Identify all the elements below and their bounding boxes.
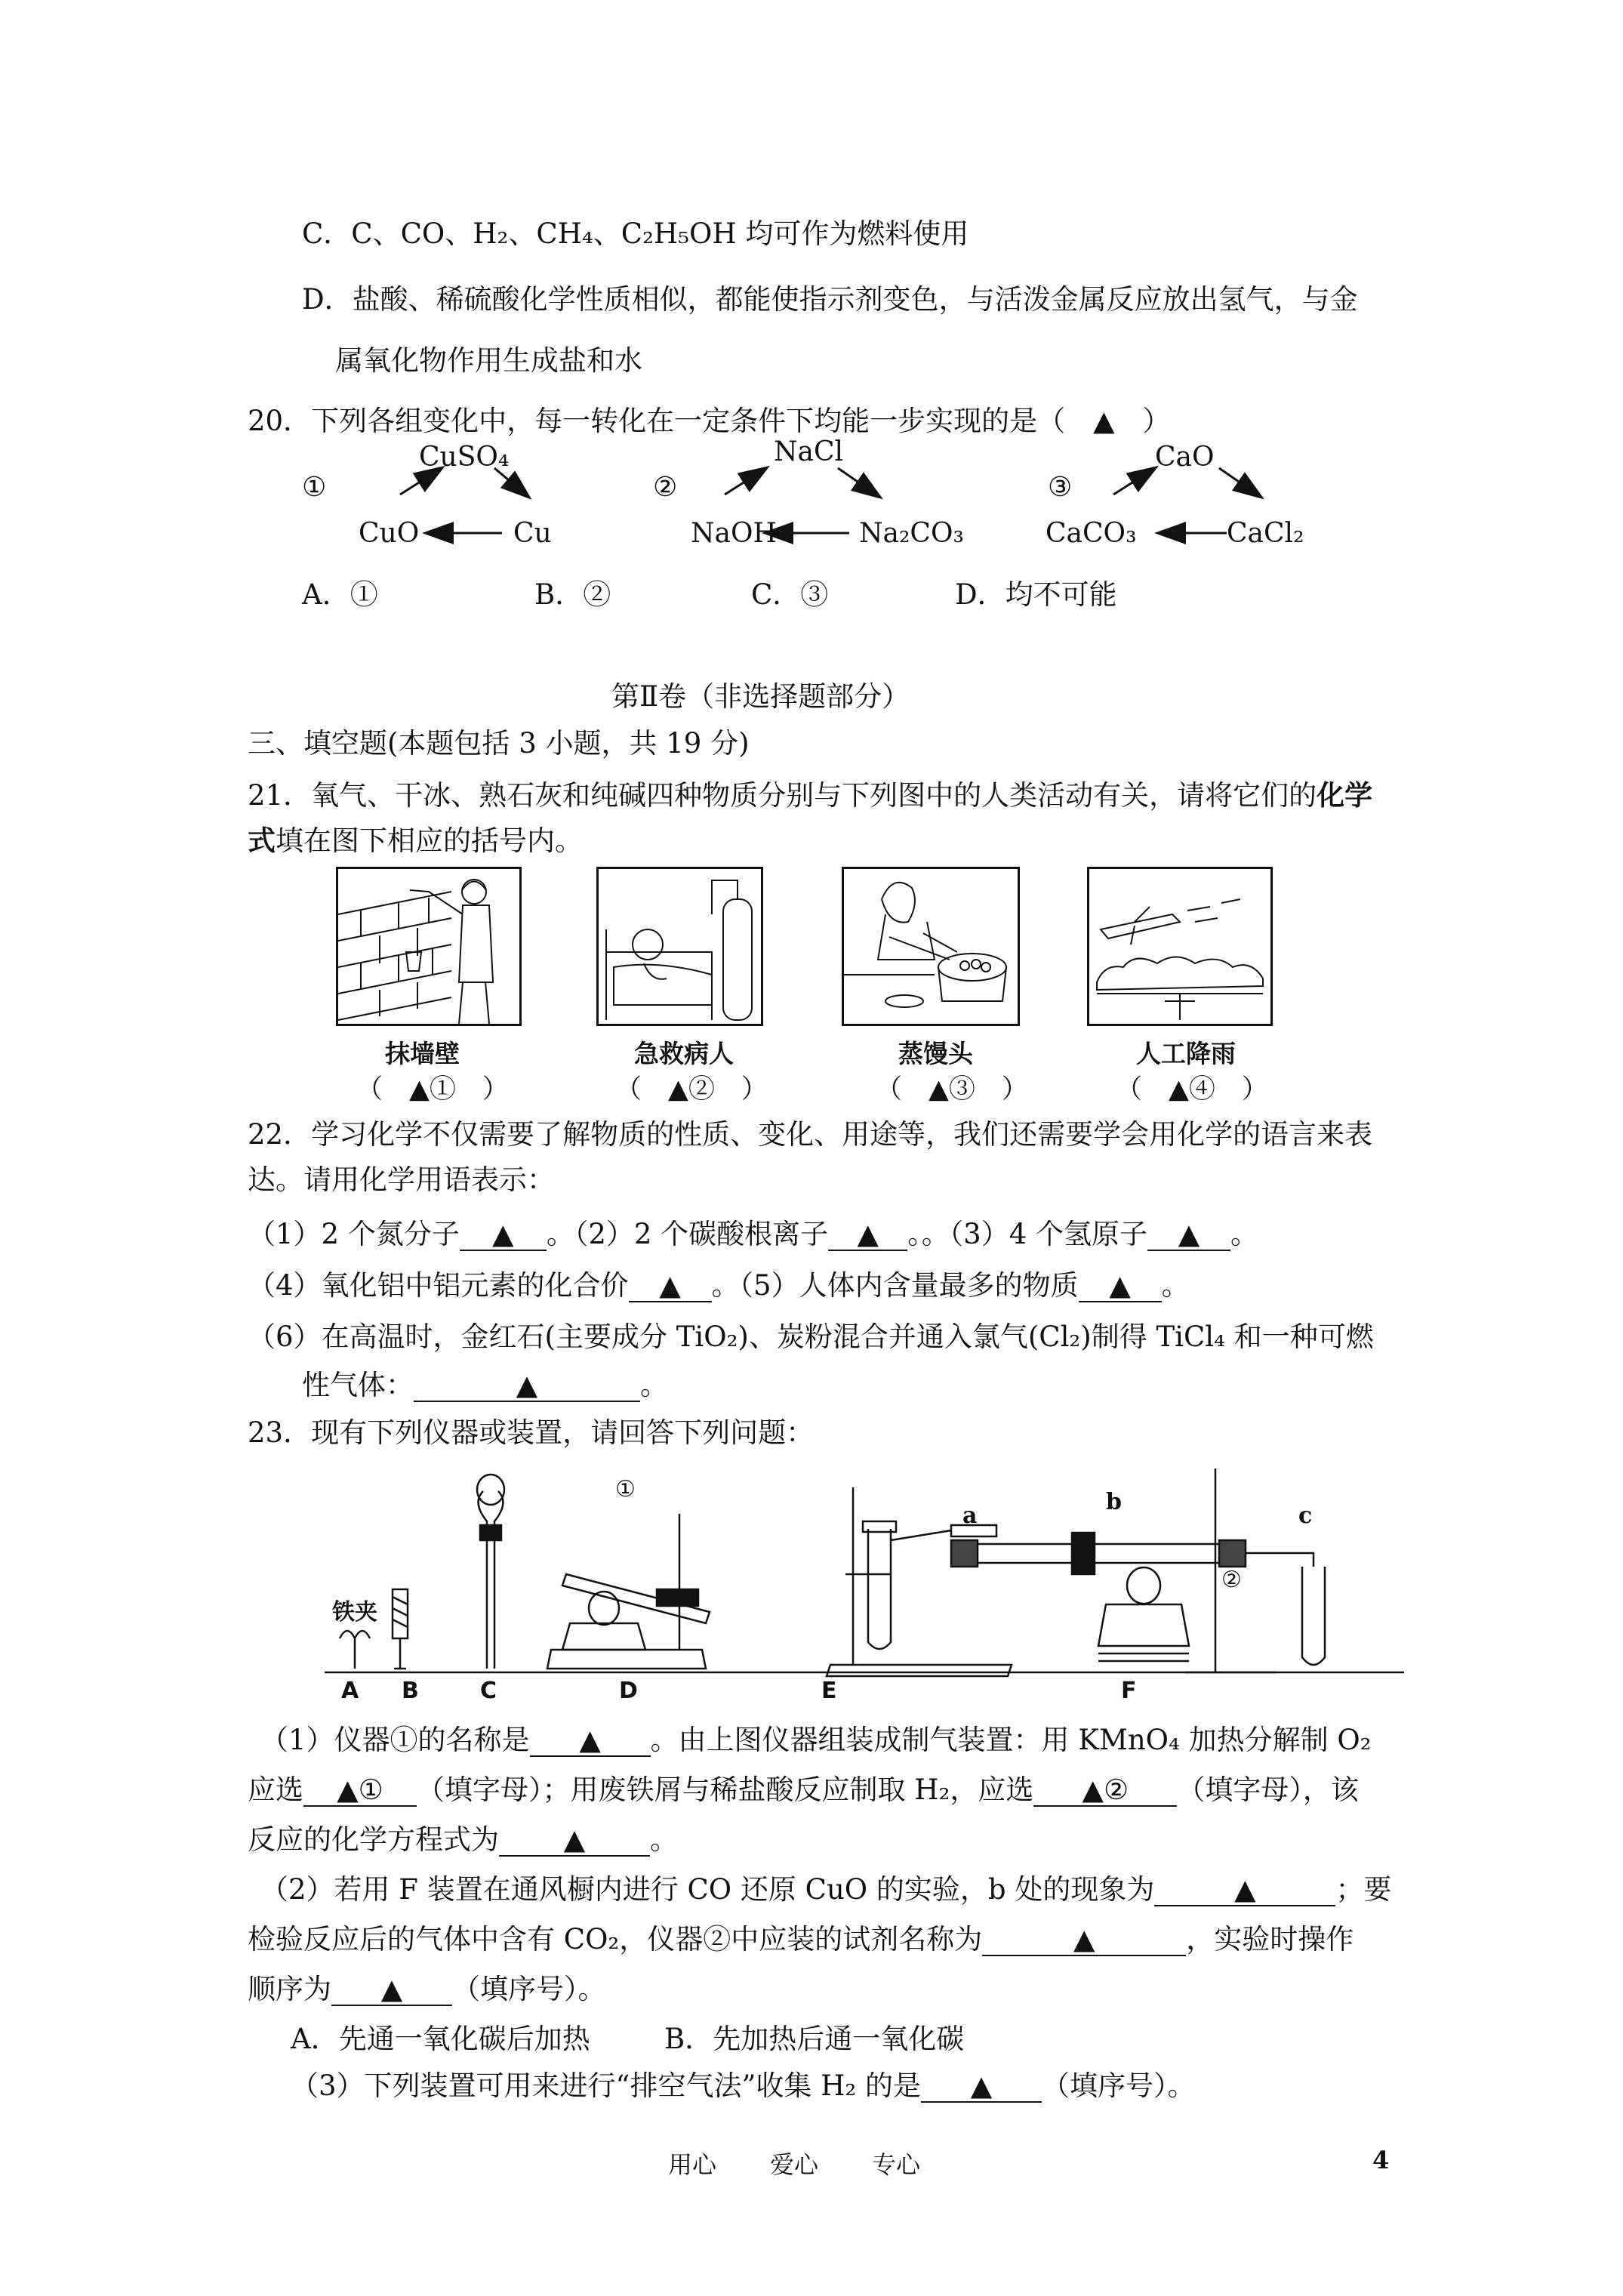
test-tube-f2 xyxy=(1302,1567,1325,1665)
section3-heading: 三、填空题(本题包括 3 小题，共 19 分) xyxy=(248,727,750,760)
label-b: B xyxy=(402,1678,419,1704)
q20-option-d: D．均不可能 xyxy=(955,578,1117,611)
test-tube-e xyxy=(868,1529,891,1649)
q23-line6: 顺序为 ▲ （填序号）。 xyxy=(248,1973,606,2005)
blank-combustible-gas[interactable]: ▲ xyxy=(414,1370,640,1402)
arrow-cao-cacl2 xyxy=(1219,468,1261,497)
patient-illustration xyxy=(599,869,761,1024)
q20-group1-top: CuSO₄ xyxy=(419,442,510,473)
blank-most-abundant-substance[interactable]: ▲ xyxy=(1079,1271,1162,1302)
q23-line1: （1）仪器①的名称是 ▲ 。由上图仪器组装成制气装置：用 KMnO₄ 加热分解制 O₂ xyxy=(260,1724,1372,1756)
blank-aluminum-valence[interactable]: ▲ xyxy=(629,1271,712,1302)
q22-line1: 22．学习化学不仅需要了解物质的性质、变化、用途等，我们还需要学会用化学的语言来表 xyxy=(248,1118,1373,1151)
picture-artificial-rain xyxy=(1087,867,1273,1026)
flame-f xyxy=(1127,1567,1160,1604)
q20-group1-left: CuO xyxy=(359,518,420,549)
apparatus-diagram xyxy=(317,1461,1419,1710)
answer-blank-4[interactable]: （ ▲④ ） xyxy=(1116,1074,1268,1105)
blank-reagent-name[interactable]: ▲ xyxy=(982,1925,1186,1956)
outlet-tube-f xyxy=(1246,1553,1313,1567)
answer-blank-2[interactable]: （ ▲② ） xyxy=(615,1074,768,1105)
q23-line3: 反应的化学方程式为 ▲ 。 xyxy=(248,1823,678,1856)
q22-line2: 达。请用化学用语表示： xyxy=(248,1163,555,1196)
q20-group1-right: Cu xyxy=(513,518,552,549)
funnel-c xyxy=(479,1491,504,1669)
label-a-point: a xyxy=(962,1502,978,1529)
footer-left: 用心 xyxy=(668,2150,717,2179)
blank-h2-apparatus[interactable]: ▲② xyxy=(1033,1775,1177,1807)
picture-emergency-patient xyxy=(596,867,763,1026)
q21-line2: 式填在图下相应的括号内。 xyxy=(248,824,583,857)
blank-operation-order[interactable]: ▲ xyxy=(331,1974,452,2006)
label-c-point: c xyxy=(1298,1502,1313,1529)
iron-clamp-a xyxy=(340,1631,370,1669)
q20-group3-left: CaCO₃ xyxy=(1046,518,1137,549)
lamp-f xyxy=(1098,1604,1189,1646)
q20-option-c: C．③ xyxy=(751,578,829,611)
label-e: E xyxy=(821,1678,837,1704)
artificial-rain-illustration xyxy=(1089,869,1270,1024)
picture-plastering-wall xyxy=(336,867,522,1026)
q22-row2: （4）氧化铝中铝元素的化合价 ▲ 。（5）人体内含量最多的物质 ▲ 。 xyxy=(248,1269,1190,1302)
label-f: F xyxy=(1121,1678,1137,1704)
q22-row3: （6）在高温时，金红石(主要成分 TiO₂)、炭粉混合并通入氯气(Cl₂)制得 TiCl₄ 和一种可燃 xyxy=(248,1321,1374,1353)
blank-instrument-name[interactable]: ▲ xyxy=(530,1725,651,1757)
arrow-caco3-cao xyxy=(1113,468,1155,495)
blank-hydrogen-atoms[interactable]: ▲ xyxy=(1147,1219,1230,1251)
label-b-point: b xyxy=(1106,1489,1122,1515)
q19-option-d-line1: D．盐酸、稀硫酸化学性质相似，都能使指示剂变色，与活泼金属反应放出氢气，与金 xyxy=(302,283,1358,316)
page-number: 4 xyxy=(1372,2146,1390,2174)
q20-group2-top: NaCl xyxy=(774,436,844,467)
footer-right: 专心 xyxy=(872,2150,921,2179)
label-c: C xyxy=(480,1678,497,1704)
combustion-tube-f xyxy=(974,1544,1223,1563)
caption-plastering: 抹墙壁 xyxy=(385,1039,460,1068)
brush-b xyxy=(394,1638,406,1669)
q20-group2-right: Na₂CO₃ xyxy=(859,518,964,549)
q23-line2: 应选 ▲① （填字母）；用废铁屑与稀盐酸反应制取 H₂，应选 ▲② （填字母），该 xyxy=(248,1774,1359,1806)
q23-option-a: A．先通一氧化碳后加热 xyxy=(291,2023,590,2055)
arrow-naoh-nacl xyxy=(725,468,766,495)
q23-line7: （3）下列装置可用来进行“排空气法”收集 H₂ 的是 ▲ （填序号）。 xyxy=(291,2069,1196,2102)
q20-group1-num: ① xyxy=(302,472,327,503)
q23-option-b: B．先加热后通一氧化碳 xyxy=(664,2023,965,2055)
blank-nitrogen-molecules[interactable]: ▲ xyxy=(460,1219,547,1251)
q20-option-b: B．② xyxy=(534,578,611,611)
q22-row4: 性气体： ▲ 。 xyxy=(302,1369,668,1401)
caption-steamed-buns: 蒸馒头 xyxy=(898,1039,973,1068)
delivery-tube-e xyxy=(891,1530,951,1540)
caption-emergency: 急救病人 xyxy=(634,1039,734,1068)
q20-option-a: A．① xyxy=(302,578,378,611)
q20-group2-left: NaOH xyxy=(691,518,777,549)
q19-option-c: C．C、CO、H₂、CH₄、C₂H₅OH 均可作为燃料使用 xyxy=(302,217,969,250)
stand-base-e xyxy=(827,1665,1012,1676)
stand-base-d xyxy=(547,1650,706,1669)
blank-h2-collection[interactable]: ▲ xyxy=(921,2071,1042,2103)
lamp-d xyxy=(562,1623,645,1650)
label-iron-clamp: 铁夹 xyxy=(332,1599,377,1626)
answer-blank-1[interactable]: （ ▲① ） xyxy=(356,1074,509,1105)
label-a: A xyxy=(341,1678,359,1704)
picture-steamed-buns xyxy=(842,867,1020,1026)
footer-mid: 爱心 xyxy=(770,2150,819,2179)
steamed-buns-illustration xyxy=(844,869,1018,1024)
q20-group3-right: CaCl₂ xyxy=(1227,518,1304,549)
part2-title: 第Ⅱ卷（非选择题部分） xyxy=(611,680,910,713)
q20-group3-num: ③ xyxy=(1048,472,1073,503)
q20-stem: 20．下列各组变化中，每一转化在一定条件下均能一步实现的是（ ▲ ） xyxy=(248,405,1171,437)
q20-diagrams xyxy=(0,0,1623,574)
label-instrument-1: ① xyxy=(615,1476,636,1502)
q20-group2-num: ② xyxy=(653,472,678,503)
arrow-nacl-na2co3 xyxy=(838,468,879,497)
q23-line4: （2）若用 F 装置在通风橱内进行 CO 还原 CuO 的实验，b 处的现象为 ▲ ；要 xyxy=(260,1873,1392,1906)
q21-line1: 21．氧气、干冰、熟石灰和纯碱四种物质分别与下列图中的人类活动有关，请将它们的化学 xyxy=(248,778,1373,812)
blank-b-phenomenon[interactable]: ▲ xyxy=(1154,1875,1335,1906)
plastering-illustration xyxy=(338,869,519,1024)
q22-row1: （1）2 个氮分子 ▲ 。（2）2 个碳酸根离子 ▲ 。。（3）4 个氢原子 ▲ 。 xyxy=(248,1218,1259,1250)
answer-blank-3[interactable]: （ ▲③ ） xyxy=(876,1074,1028,1105)
label-instrument-2: ② xyxy=(1221,1567,1242,1593)
blank-chemical-equation[interactable]: ▲ xyxy=(499,1825,650,1857)
caption-artificial-rain: 人工降雨 xyxy=(1136,1039,1236,1068)
q23-stem: 23．现有下列仪器或装置，请回答下列问题： xyxy=(248,1416,815,1449)
q23-line5: 检验反应后的气体中含有 CO₂，仪器②中应装的试剂名称为 ▲ ，实验时操作 xyxy=(248,1923,1354,1955)
label-d: D xyxy=(619,1678,638,1704)
blank-carbonate-ions[interactable]: ▲ xyxy=(828,1219,907,1251)
blank-kmno4-apparatus[interactable]: ▲① xyxy=(303,1775,417,1807)
q19-option-d-line2: 属氧化物作用生成盐和水 xyxy=(335,344,642,377)
q20-group3-top: CaO xyxy=(1155,442,1215,473)
